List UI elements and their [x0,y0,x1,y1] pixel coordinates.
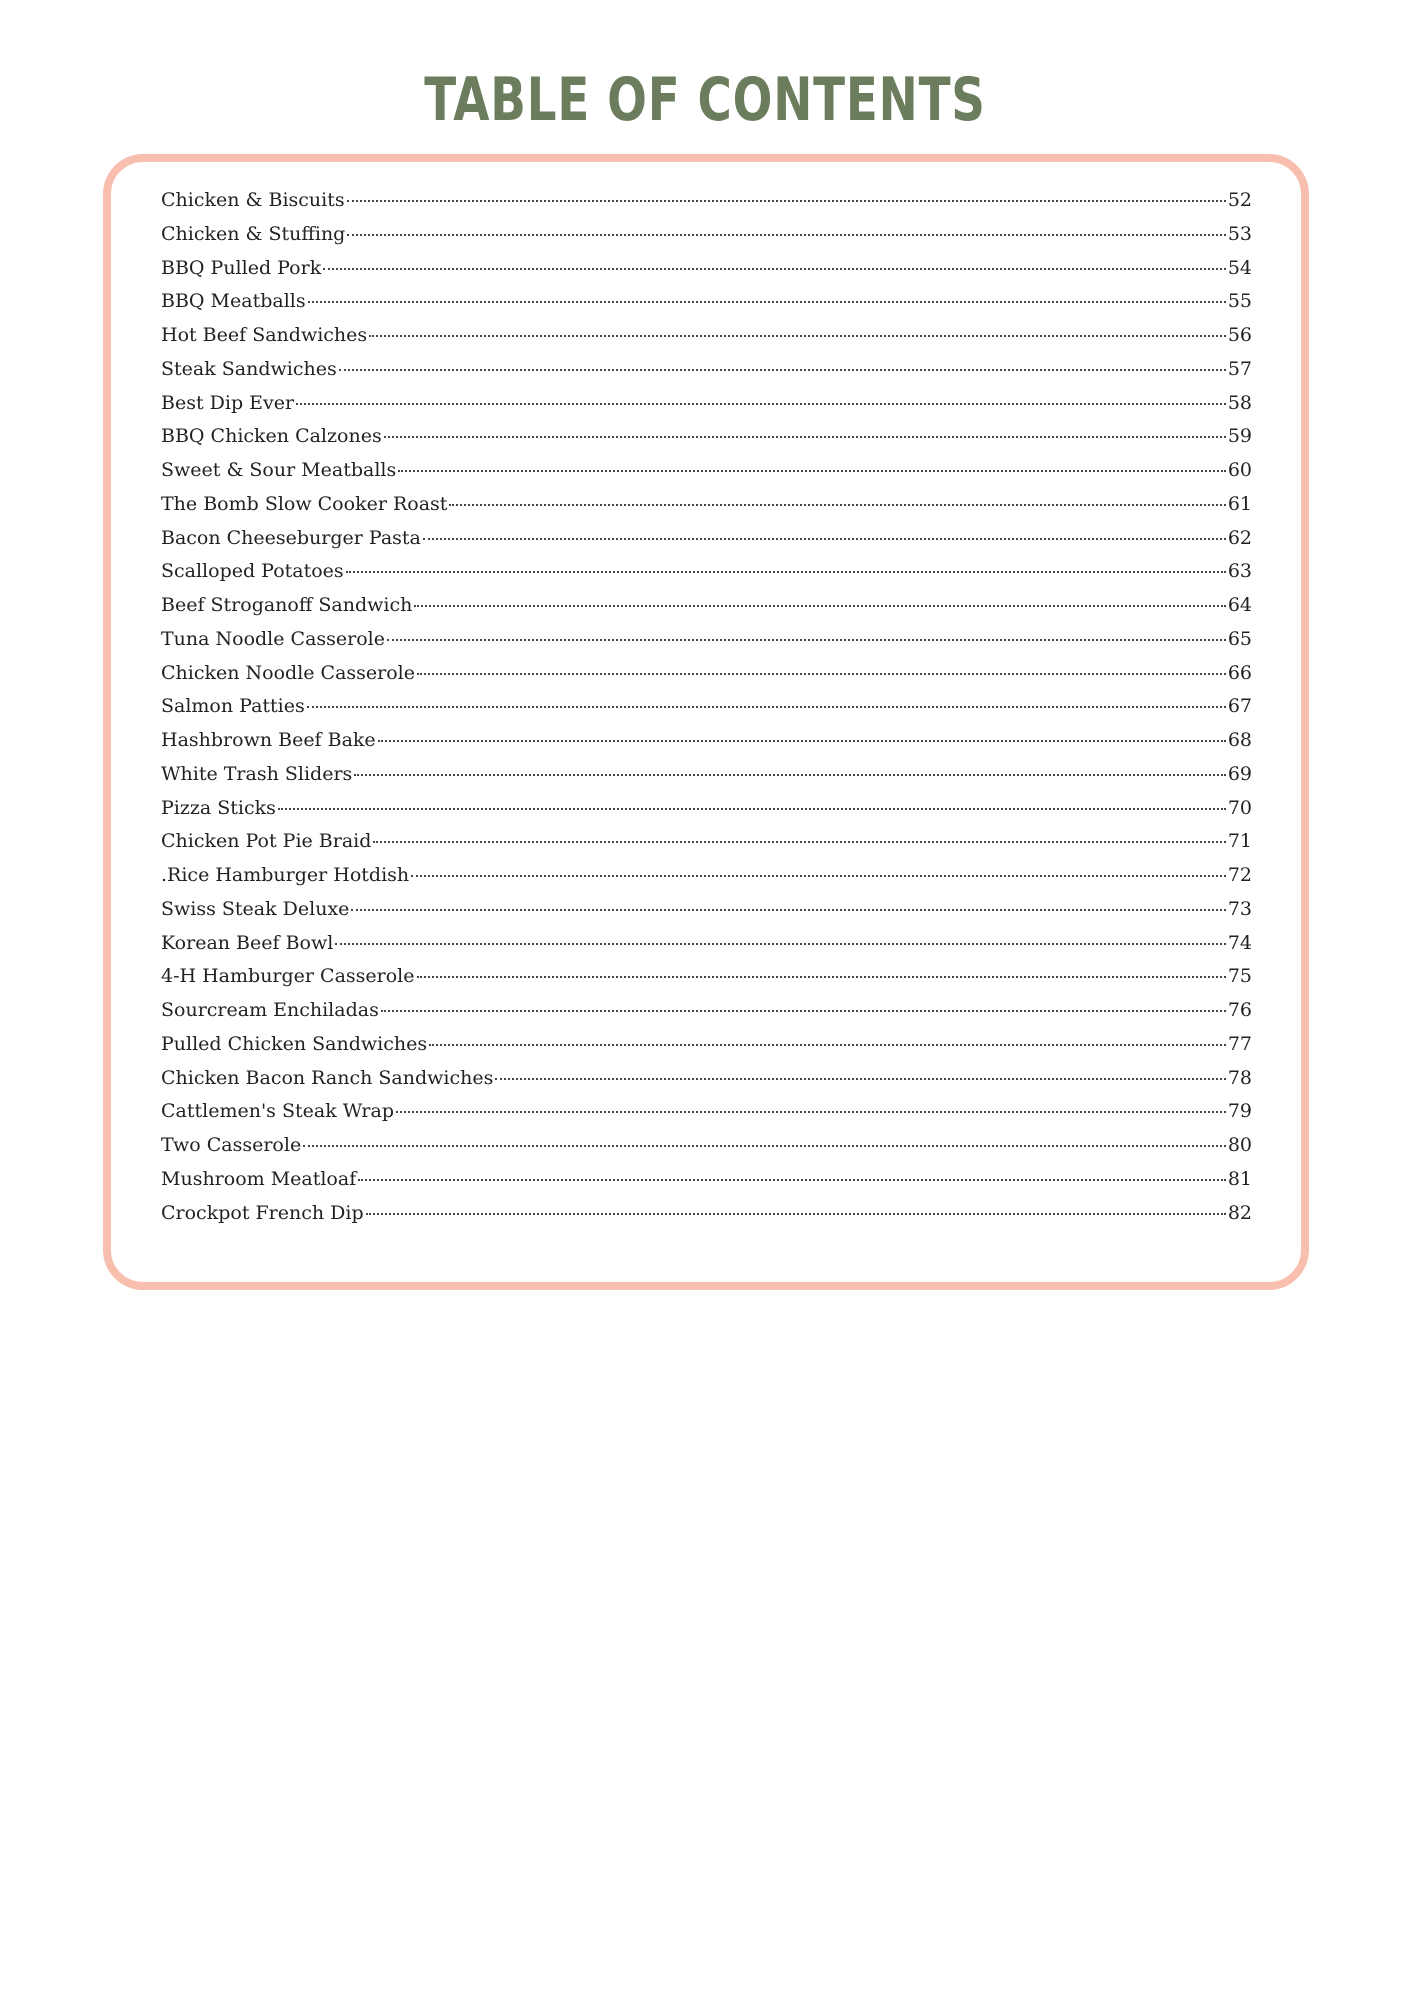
page-title: TABLE OF CONTENTS [424,65,986,135]
toc-entry-page: 54 [1227,256,1252,279]
toc-dot-leader [495,1078,1225,1080]
toc-entry-page: 58 [1227,391,1252,414]
toc-row [161,290,1252,324]
toc-row [161,729,1252,763]
toc-entry-page: 62 [1227,526,1252,549]
toc-dot-leader [303,1145,1226,1147]
toc-row [161,392,1252,426]
toc-dot-leader [398,470,1226,472]
toc-dot-leader [417,673,1226,675]
toc-row [161,527,1252,561]
toc-entry-title: The Bomb Slow Cooker Roast [161,492,448,515]
toc-row [161,358,1252,392]
toc-row [161,1202,1252,1236]
toc-entry-page: 65 [1227,627,1252,650]
toc-dot-leader [381,1010,1226,1012]
toc-dot-leader [351,909,1225,911]
toc-dot-leader [423,538,1226,540]
toc-dot-leader [414,605,1225,607]
toc-entry-title: BBQ Meatballs [161,290,306,313]
toc-dot-leader [373,841,1225,843]
toc-dot-leader [347,234,1225,236]
toc-entry-title: .Rice Hamburger Hotdish [161,864,410,886]
toc-entry-title: Steak Sandwiches [161,357,337,380]
toc-entry-title: Bacon Cheeseburger Pasta [161,526,421,549]
toc-dot-leader [354,774,1226,776]
toc-entry-page: 57 [1227,357,1252,380]
toc-entry-title: Chicken Bacon Ranch Sandwiches [161,1066,494,1089]
toc-row [161,223,1252,257]
toc-dot-leader [387,639,1226,641]
toc-row [161,999,1252,1033]
toc-entry-page: 67 [1227,695,1252,718]
toc-entry-page: 63 [1227,560,1252,583]
toc-entry-page: 77 [1227,1032,1252,1055]
toc-row [161,695,1252,729]
toc-dot-leader [296,403,1226,405]
toc-dot-leader [366,1213,1226,1215]
toc-dot-leader [384,436,1226,438]
toc-entry-page: 81 [1227,1167,1252,1190]
toc-entry-page: 68 [1227,729,1252,751]
toc-entry-page: 59 [1227,425,1252,448]
toc-entry-title: Tuna Noodle Casserole [161,627,385,650]
toc-row [161,1100,1252,1134]
toc-row [161,1168,1252,1202]
toc-entry-title: Beef Stroganoff Sandwich [161,594,413,616]
toc-entry-title: Chicken & Stuffing [161,222,346,245]
toc-row [161,763,1252,797]
toc-entry-title: Swiss Steak Deluxe [161,897,350,920]
toc-dot-leader [449,504,1225,506]
toc-entry-page: 66 [1227,661,1252,684]
toc-row [161,864,1252,898]
toc-dot-leader [335,943,1225,945]
toc-entry-page: 56 [1227,324,1252,346]
toc-row [161,1134,1252,1168]
toc-entry-page: 52 [1227,189,1252,211]
toc-dot-leader [307,706,1226,708]
toc-dot-leader [323,268,1226,270]
toc-entry-page: 61 [1227,492,1252,515]
toc-entry-page: 70 [1227,796,1252,819]
toc-row [161,628,1252,662]
toc-entry-page: 64 [1227,594,1252,616]
toc-dot-leader [378,740,1226,742]
toc-row [161,324,1252,358]
toc-row [161,898,1252,932]
toc-dot-leader [347,200,1226,202]
toc-entry-title: Mushroom Meatloaf [161,1167,357,1190]
toc-entry-title: White Trash Sliders [161,762,353,785]
toc-entry-title: Best Dip Ever [161,391,295,414]
toc-dot-leader [339,369,1226,371]
toc-row [161,830,1252,864]
toc-entry-title: Hot Beef Sandwiches [161,324,368,346]
toc-entry-page: 69 [1227,762,1252,785]
toc-entry-page: 55 [1227,290,1252,313]
toc-dot-leader [429,1044,1226,1046]
toc-row [161,425,1252,459]
toc-list [161,189,1252,1235]
toc-row [161,560,1252,594]
toc-entry-title: Cattlemen's Steak Wrap [161,1100,394,1123]
toc-row [161,965,1252,999]
toc-row [161,1067,1252,1101]
toc-entry-title: Chicken Noodle Casserole [161,661,416,684]
toc-entry-title: Chicken Pot Pie Braid [161,830,372,853]
toc-entry-page: 75 [1227,965,1252,988]
toc-dot-leader [417,976,1226,978]
toc-entry-title: Two Casserole [161,1134,302,1156]
toc-row [161,257,1252,291]
toc-dot-leader [358,1179,1226,1181]
toc-dot-leader [346,571,1226,573]
toc-entry-page: 82 [1227,1201,1252,1224]
toc-entry-title: Salmon Patties [161,695,305,718]
toc-entry-page: 76 [1227,999,1252,1021]
toc-entry-title: Chicken & Biscuits [161,189,345,211]
toc-row [161,493,1252,527]
toc-entry-title: 4-H Hamburger Casserole [161,965,415,988]
toc-dot-leader [396,1111,1226,1113]
toc-row [161,189,1252,223]
toc-dot-leader [411,875,1226,877]
toc-row [161,594,1252,628]
toc-entry-title: Pulled Chicken Sandwiches [161,1032,428,1055]
toc-row [161,1033,1252,1067]
toc-dot-leader [369,335,1226,337]
toc-entry-title: Scalloped Potatoes [161,560,344,583]
toc-entry-title: Hashbrown Beef Bake [161,729,376,751]
toc-row [161,459,1252,493]
toc-entry-page: 79 [1227,1100,1252,1123]
toc-row [161,797,1252,831]
toc-entry-title: Crockpot French Dip [161,1201,364,1224]
toc-entry-title: Sweet & Sour Meatballs [161,459,397,481]
toc-row [161,662,1252,696]
toc-entry-title: BBQ Chicken Calzones [161,425,382,448]
toc-entry-page: 80 [1227,1134,1252,1156]
toc-entry-title: Pizza Sticks [161,796,276,819]
toc-entry-page: 71 [1227,830,1252,853]
toc-entry-page: 72 [1227,864,1252,886]
toc-entry-page: 60 [1227,459,1252,481]
toc-entry-title: Sourcream Enchiladas [161,999,379,1021]
toc-entry-page: 74 [1227,931,1252,954]
toc-entry-page: 78 [1227,1066,1252,1089]
toc-entry-page: 73 [1227,897,1252,920]
toc-entry-title: Korean Beef Bowl [161,931,334,954]
toc-dot-leader [308,301,1226,303]
toc-entry-page: 53 [1227,222,1252,245]
toc-entry-title: BBQ Pulled Pork [161,256,322,279]
toc-dot-leader [278,808,1226,810]
toc-row [161,932,1252,966]
